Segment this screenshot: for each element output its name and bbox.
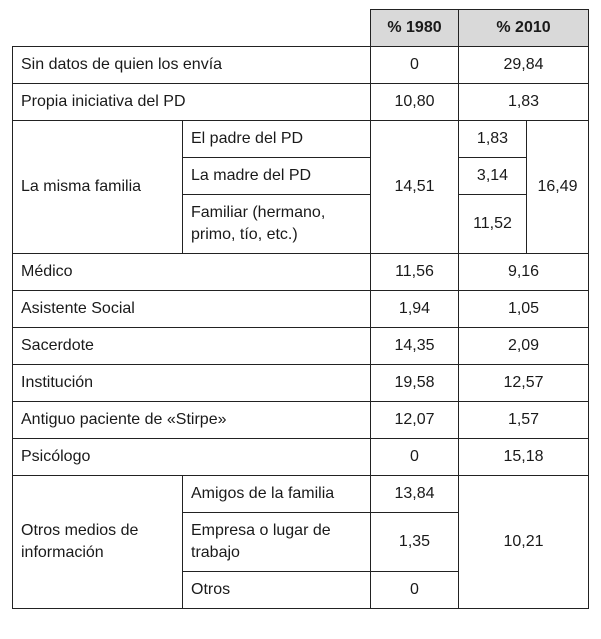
row-label: Sacerdote (13, 328, 371, 365)
table-row (13, 121, 589, 158)
value-2010: 12,57 (459, 365, 589, 402)
value-1980: 1,94 (371, 291, 459, 328)
value-1980: 11,56 (371, 254, 459, 291)
table-row (13, 84, 589, 121)
sub-row-label: Amigos de la familia (183, 476, 371, 513)
row-label: Otros medios de información (13, 476, 183, 609)
table-row (13, 476, 589, 513)
row-label: Médico (13, 254, 371, 291)
row-label: Asistente Social (13, 291, 371, 328)
table-row (13, 291, 589, 328)
row-label: Propia iniciativa del PD (13, 84, 371, 121)
value-2010: 1,57 (459, 402, 589, 439)
sub-value-2010: 1,83 (459, 121, 527, 158)
sub-row-label: El padre del PD (183, 121, 371, 158)
table-row (13, 254, 589, 291)
table-row (13, 365, 589, 402)
table-row (13, 328, 589, 365)
sub-value-1980: 0 (371, 572, 459, 609)
sub-value-1980: 13,84 (371, 476, 459, 513)
sub-row-label: Familiar (hermano, primo, tío, etc.) (183, 195, 371, 254)
header-blank-cell (13, 10, 371, 47)
row-label: Sin datos de quien los envía (13, 47, 371, 84)
row-label: Antiguo paciente de «Stirpe» (13, 402, 371, 439)
value-1980: 14,51 (371, 121, 459, 254)
total-value-2010: 16,49 (527, 121, 589, 254)
value-1980: 19,58 (371, 365, 459, 402)
header-row (13, 10, 589, 47)
sub-value-1980: 1,35 (371, 513, 459, 572)
row-label: Institución (13, 365, 371, 402)
row-label: La misma familia (13, 121, 183, 254)
header-2010: % 2010 (459, 10, 589, 47)
value-1980: 0 (371, 47, 459, 84)
value-2010: 2,09 (459, 328, 589, 365)
value-2010: 1,05 (459, 291, 589, 328)
referral-sources-table (12, 9, 589, 609)
value-2010: 9,16 (459, 254, 589, 291)
sub-value-2010: 3,14 (459, 158, 527, 195)
table-row (13, 402, 589, 439)
sub-row-label: Otros (183, 572, 371, 609)
value-2010: 15,18 (459, 439, 589, 476)
table-row (13, 47, 589, 84)
header-1980: % 1980 (371, 10, 459, 47)
row-label: Psicólogo (13, 439, 371, 476)
value-2010: 29,84 (459, 47, 589, 84)
value-1980: 14,35 (371, 328, 459, 365)
value-2010: 10,21 (459, 476, 589, 609)
value-1980: 0 (371, 439, 459, 476)
value-1980: 10,80 (371, 84, 459, 121)
sub-row-label: La madre del PD (183, 158, 371, 195)
table-row (13, 439, 589, 476)
value-2010: 1,83 (459, 84, 589, 121)
sub-row-label: Empresa o lugar de trabajo (183, 513, 371, 572)
value-1980: 12,07 (371, 402, 459, 439)
sub-value-2010: 11,52 (459, 195, 527, 254)
